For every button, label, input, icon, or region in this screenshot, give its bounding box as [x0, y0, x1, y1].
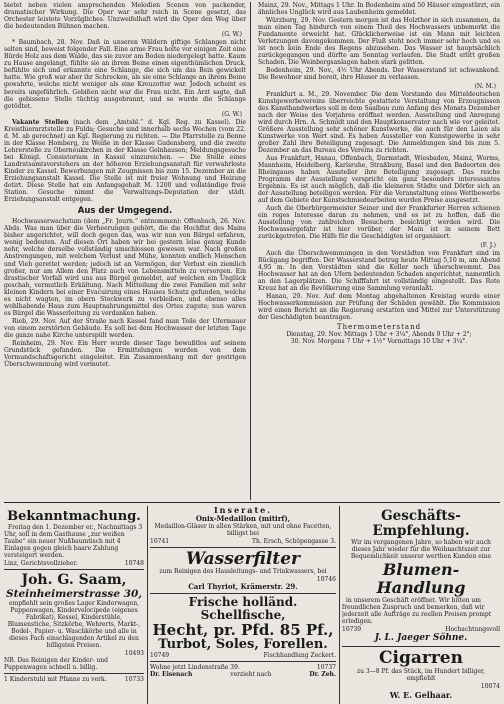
left-news-column — [4, 2, 246, 502]
vakante-stellen-title: Vakante Stellen — [12, 118, 69, 126]
section-title-umgegend: Aus der Umgegend. — [77, 206, 173, 217]
ad-wasserfilter-title: Wasserfilter — [186, 549, 300, 569]
ad-medaillon-text: Medaillon-Gläser in allen Stärken, mit und ohne Facetten, billigst bei — [154, 523, 332, 537]
ad-blumen-handlung: Blumen-Handlung — [376, 560, 466, 597]
article-bodenheim: Bodenheim, 29. Nov., 4½ Uhr Abends. Der Wasserstand ist schwankend. Die Bewohner sind bereit, ihre Häuser zu verlassen. — [258, 67, 500, 82]
ad-separator — [342, 646, 500, 647]
article-reinheim: Reinheim, 29. Nov. Ein Herr wurde dieser Tage bewußtlos auf seinem Grundstück gefunden. Die Ermittelungen wurden von dem Vormundschaftsgericht eingeleitet. Ein Zusammenhang mit der gestrigen Überschwemmung wird vermutet. — [4, 340, 246, 369]
column-divider — [250, 2, 251, 500]
ad-medaillon-footer — [150, 538, 336, 545]
article-baumbach: * Baumbach, 28. Nov. Daß in unseren Wäldern giftige Schlangen nicht selten sind, beweist folgender Fall. Eine arme Frau holte vor einigen Zeit eine Bürde Holz aus dem Walde, das sie zuvor am Boden niedergelegt hatte. Kaum zu Hause angelangt, fühlte sie an ihrem Beine einen eigenthümlichen Druck, befühlte sich und erkannte eine Schlange, die sich um das Bein gewickelt hatte. Wie groß war aber ihr Schrecken, als sie eine Schlange an ihrem Beine gewahrte, welche nicht weniger als eine Kreuzotter war. Jedoch scheint es bereits ungefährlich. Gebißen nicht war die Frau nicht. Ein Arzt sagte, daß die gebissene Stelle tüchtig ausgebrannt, und so wurde die Schlange getödtet. — [4, 39, 246, 110]
article-mainz: Mainz, 29. Nov., Mittags 1 Uhr. In Bodenheim sind 50 Häuser eingestürzt, ein ähnliches Unglück wird aus Laubenheim gemeldet. — [258, 2, 500, 17]
ad-number: 10749 — [150, 652, 170, 659]
article-frankfurt-cont: Aus Frankfurt, Hanau, Offenbach, Darmstadt, Wiesbaden, Mainz, Worms, Mannheim, Heidelberg, Karlsruhe, Straßburg, Basel und den Badeorten des Rheingaues haben Aussteller ihre Beteiligung zugesagt. Das reiche Programm der Ausstellung verspricht ein ganz besonders interessantes Ergebnis. Es ist auch möglich, daß die kleineren Städte und Dörfer sich an der Ausstellung beteiligen werden. Für die Veranstaltung eines Wettbewerbs auf dem Gebiete der Kunstschmiedearbeiten wurden Preise ausgesetzt. — [258, 154, 500, 205]
article-frankfurt: Frankfurt a. M., 29. November. Die dem Vorstande des Mitteldeutschen Kunstgewerbevereins überreichte gestattete Verstaltung von Erzeugnissen des Kunsthandwerkes soll in dem Saalbau zum Anfang des Monats Dezember nach der Weise des Vorjahres eröffnet werden. Ausstellung und Anregung wird durch Hrn. A. Schmidt und den Hauptkonservator nach wie vor geleitet. Größere Ausstellung sehr schöner Kunstwerke, die auch für den Laien als Kunstwerke von Wert sind. Es haben Aussteller von Kunstgewerbe in sehr großer Zahl ihre Beteiligung zugesagt. Die Anmeldungen sind bis zum 5. Dezember an das Bureau des Vereins zu richten. — [258, 90, 500, 154]
ad-number: 10746 — [316, 576, 336, 583]
ad-column-right — [342, 506, 500, 704]
ad-number: 10493 — [124, 650, 144, 657]
ad-cigarren-title: Cigarren — [379, 648, 463, 668]
ad-doctor-text: Wohne jetzt Lindenstraße 39. — [150, 664, 240, 671]
advertisement-section — [4, 506, 500, 704]
article-hochwasser: Hochwasserwachstum (dem „Fr. Journ.“ entnommen): Offenbach, 26. Nov. Abds. Was man über die Verheerungen gehört, die die Hochflut des Mains bisher angerichtet, will doch gegen das, was wir nun von Bürgel erfahren, wenig bedeuten. Auf diesen Ort haben wir bei gestern leise genug Kunde nehr, welche derselbe vollständig umschlossen gewesen war. Nach großen Anstrengungen, mit welchem Verlust und Mühe, konnten endlich Menschen und Vieh gerettet werden; jedoch ist an Vermögen, der Verlust ein ziemlich großer, nur am Allem den Platz auch von Lebensmitteln zu versorgen. Ein drastischer Vorfall wird uns aus Bürgel gemeldet, auf welchen ein Unglück geschah, vermutlich Erkältung. Nach Mitteilung die zwei Familien mit sehr kleinen Kindern bei einer Evacuirung eines Hauses Schutz gefunden, welche es nicht wagten, im obern Stockwerk zu verbleiben, und ebenso alles wohlhabende Haus zum Hauptnahrungsmittel des Ortes zugute; nun waren es Bürgel die Wasserleitung zu verdanken haben. — [4, 218, 246, 317]
ads-header: Inserate. — [213, 506, 273, 515]
ad-kinderstuhl-text: 1 Kinderstuhl mit Pfanne zu verk. — [4, 676, 107, 683]
ad-column-middle — [150, 506, 336, 704]
ad-divider — [147, 506, 148, 704]
thermometer-line: 30. Nov. Morgens 7 Uhr + 1½° Vormittags 10 Uhr + 3¼°. — [290, 337, 468, 345]
ad-number: 10074 — [480, 683, 500, 690]
ad-fish-shop: Fischhandlung Zeckert. — [263, 652, 336, 659]
ad-cigarren-text: zu 3—8 Pf. das Stück, im Hundert billiger, empfiehlt — [356, 668, 485, 682]
ad-medaillon-title: Onix-Medaillon (mitirf), — [195, 514, 291, 523]
ads-top-rule — [4, 502, 500, 503]
ad-number: 10748 — [124, 560, 144, 567]
ad-wasserfilter-firm: Carl Thyriot, Krämerstr. 29. — [188, 582, 298, 591]
article-opera-review: bietet neben vielen ansprechenden Melodien Scenen von packender, dramatischer Wirkung. Die Oper war sehr reich in Scene gesetzt, das Orchester leistete Vorzügliches. Unzweifelhaft wird die Oper den Weg über die bedeutenden Bühnen machen. — [4, 2, 246, 31]
ad-number: 10741 — [150, 538, 170, 545]
article-signature: (G. W.) — [221, 31, 242, 39]
ad-kinderstuhl — [4, 676, 144, 683]
ad-fish-line3: Turbot, Soles, Forellen. — [158, 637, 328, 652]
ad-doctor — [150, 664, 336, 671]
ad-separator — [150, 661, 336, 662]
ad-blumen-text: in unserem Geschäft eröffnet. Wir bitten um freundlichen Zuspruch und bemerken, daß wir jederzeit alle Aufträge zu reellen Preisen prompt erledigen. — [342, 597, 492, 625]
thermometer-line: Dienstag, 29. Nov. Mittags 1 Uhr + 3¼°, Abends 9 Uhr + 2°; — [286, 330, 472, 338]
ad-title-bekanntmachung: Bekanntmachung. — [7, 509, 141, 524]
ad-cigarren-firm: W. E. Gelhaar. — [389, 690, 453, 700]
thermometer-title: Thermometerstand — [336, 322, 422, 331]
ad-firm-street: Steinheimerstrasse 30, — [6, 588, 142, 600]
ad-bekanntmachung-footer — [4, 560, 144, 567]
article-signature: (G. W.) — [221, 110, 242, 118]
ad-jaeger-firm: J. L. Jaeger Söhne. — [374, 633, 468, 643]
ad-separator — [150, 593, 336, 594]
article-signature: (N. M.) — [474, 82, 496, 90]
ad-fish-footer — [150, 652, 336, 659]
article-signature: (F. J.) — [480, 241, 496, 249]
ad-saam-nb: NB. Das Reinigen der Kinder- und Puppenwagen schnell u. billig. — [4, 657, 108, 671]
ad-number: 10739 — [342, 626, 362, 633]
ad-number: 10733 — [124, 676, 144, 683]
ad-divider — [339, 506, 340, 704]
ad-doctor-name: Dr. Eisenach — [150, 671, 193, 678]
ad-doctor-note: verzieht nach — [230, 671, 272, 678]
ad-doctor-line2 — [150, 671, 336, 678]
ad-column-left — [4, 506, 144, 704]
ad-place: Linz, Gerichtsvollzieher. — [4, 560, 78, 567]
ad-empfehlung-text: Wir im vergangenen Jahre, so haben wir auch dieses Jahr wieder für die Weihnachtszeit zur Bequemlichkeit unserer werthen Kunden eine — [350, 539, 492, 560]
ad-separator — [4, 569, 144, 570]
ad-medaillon-firm: Th. Ersch, Schöpengasse 3. — [251, 538, 336, 545]
right-news-column — [258, 2, 500, 502]
ad-title-geschaefts-empfehlung: Geschäfts-Empfehlung. — [372, 508, 470, 539]
ad-bekanntmachung-text: Freitag den 1. Dezember er., Nachmittags 3 Uhr, soll in dem Gasthause „zur weißen Taube“ ein neuer Nußbaumtisch mit 4 Einlagen gegen gleich baare Zahlung versteigert werden. — [4, 524, 143, 559]
ad-blumen-footer — [342, 626, 500, 633]
article-rieb: Rieb, 29. Nov. Auf der Straße nach Kassel fand man Teile der Ufermauer von einem zerstörten Gebäude. Es soll bei dem Hochwasser der letzten Tage die ganze nahe Kirche unterspült werden. — [4, 317, 246, 339]
ad-separator — [4, 673, 144, 674]
article-vakante-stellen — [4, 119, 246, 204]
ad-fish-line2: Hecht, pr. Pfd. 85 Pf., — [152, 621, 334, 639]
ad-wasserfilter-text: zum Reinigen des Hausleitungs- und Trinkwassers, bei — [159, 568, 327, 575]
article-wuerzburg: Würzburg, 29. Nov. Gestern morgen ist das Holzthor in sich zusammen, da man einen Tag hindurch von einem Theil des Hochwassers unbemerkt die Fundamente erweicht hat. Glücklicherweise ist ein Mann mit leichten Verletzungen davongekommen. Der Fluß steht noch immer sehr hoch und es ist noch kein Ende des Regens abzusehen. Das Wasser ist hauptsächlich zurückgegangen und dürfte am Sonntag verlaufen. Die Stadt erlitt großen Schaden. Die Weinbergsanlagen haben stark gelitten. — [258, 17, 500, 67]
ad-fish-line1: Frische holländ. Schellfische, — [188, 595, 298, 622]
ad-doctor-zeh: Dr. Zeh. — [309, 671, 336, 678]
ad-number: 10737 — [316, 664, 336, 671]
article-hanau: Hanau, 29. Nov. Auf dem Montag abgehaltenen Kreistag wurde einer Hochwasserkommission zur Prüfung der Schäden gewählt. Die Kommission wird einen Bericht an die Regierung erstatten und Mittel zur Unterstützung der Geschädigten beantragen. — [258, 292, 500, 321]
ad-separator — [150, 547, 336, 548]
ad-saam-text: empfiehlt sein großes Lager Kinderwagen, Puppenwagen, Kindervelocipede (eigenes Fabrikat), Kessel, Kinderstühle, Blumenstiche, Sitzkörbe, Wehrerts, Markt-, Bodel-, Papier- u. Waschkörbe und alle in dieses Fach einschlagenden Artikel zu den billigsten Preisen. — [7, 600, 141, 649]
article-frankfurt-cont2: Auch die Oberbürgermeister Seiner und der Frankfurter Herren schienen ein reges Interesse daran zu nehmen, und es ist zu hoffen, daß die Ausstellung von zahlreichen Besuchern besichtigt werden wird. Die Hochwassergefahr ist hier vorüber, der Main ist in seinem Bett zurückgetreten. Die Hilfe für die Geschädigten ist organisiert. — [258, 205, 500, 241]
ad-blumen-sign: Hochachtungsvoll — [445, 626, 500, 633]
article-ueberschwemmung: Auch die Überschwemmungen in den Vorstädten von Frankfurt sind im Rückgang begriffen. Der Wasserstand betrug heute Mittag 5,10 m, am Abend 4,95 m. In den Vorstädten sind die Keller noch überschwemmt. Das Hochwasser hat an den Ufern bedeutenden Schaden angerichtet, namentlich an den Lagerplätzen. Die Schifffahrt ist vollständig eingestellt. Das Rote Kreuz hat an die Bevölkerung eine Sammlung veranlaßt. — [258, 249, 500, 292]
vakante-stellen-text: (nach dem „Amtsbl.“ d. Kgl. Reg. zu Kassel). Die Kreisthierarztstelle zu Fulda; Gesuche sind innerhalb sechs Wochen (vom 22. d. M. ab gerechnet) an Kgl. Regierung zu richten. — Die Pfarrstelle zu Benne in der Klasse Homberg, zu Weiße in der Klasse Gudensberg, und die zweite Lehrerstelle zu Oberneukirchen in der Klasse Gelnhausen; Meldungsgesuche bei Königl. Consistorium in Kassel einzureichen. — Die Stelle eines Landratsamtsvorstehers an der höheren Erziehungsanstalt für verwahrloste Kinder zu Kassel. Bewerbungen mit Zeugnissen bis zum 15. Dezember an die Erziehungsanstalt Kassel. Die Stelle ist mit freier Wohnung und Heizung dotirt. Diese Stelle hat ein Anfangsgehalt M. 1200 und vollständige freie Station. Gesuche nimmt die Verwaltungs-Deputation der städt. Erziehungsanstalt entgegen. — [4, 118, 246, 204]
ad-firm-saam: Joh. G. Saam, — [21, 572, 127, 588]
